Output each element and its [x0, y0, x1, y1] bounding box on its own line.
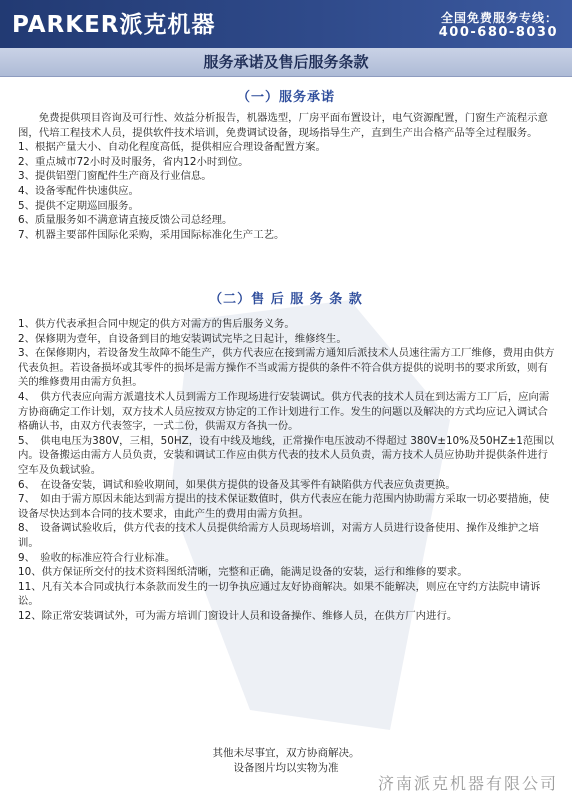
promise-intro: 免费提供项目咨询及可行性、效益分析报告，机器选型，厂房平面布置设计，电气资源配置，门窗生产流程示意图，代培工程技术人员，提供软件技术培训，免费调试设备，现场指导生产，直到生产出合格产品等全过程服务。: [18, 112, 548, 139]
terms-item: 3、在保修期内，若设备发生故障不能生产，供方代表应在接到需方通知后派技术人员速往需方工厂维修，费用由供方代表负担。若设备损坏或其零件的损坏是需方操作不当或需方提供的条件不符合供方提供的说明书的要求所致，则有关的维修费用由需方负担。: [18, 347, 555, 389]
terms-item: 6、 在设备安装，调试和验收期间，如果供方提供的设备及其零件有缺陷供方代表应负责更换。: [18, 478, 456, 491]
promise-item: 2、重点城市72小时及时服务，省内12小时到位。: [18, 155, 249, 168]
title-bar: [0, 48, 572, 77]
promise-item: 5、提供不定期巡回服务。: [18, 199, 139, 212]
promise-item: 6、质量服务如不满意请直接反馈公司总经理。: [18, 214, 233, 227]
section-after-sales: [0, 288, 572, 623]
terms-item: 10、供方保证所交付的技术资料图纸清晰，完整和正确，能满足设备的安装，运行和维修的要求。: [18, 566, 468, 579]
company-name: 济南派克机器有限公司: [377, 774, 558, 793]
terms-item: 5、 供电电压为380V，三相，50HZ，设有中线及地线，正常操作电压波动不得超过 380V±10%及50HZ±1范围以内。设备搬运由需方人员负责，安装和调试工作应由供方代表的技术人员负责，需方技术人员应协助并提供条件进行空车及负载试验。: [18, 434, 555, 476]
promise-item: 3、提供铝塑门窗配件生产商及行业信息。: [18, 170, 212, 183]
page-title: 服务承诺及售后服务条款: [203, 53, 369, 71]
promise-item: 1、根据产量大小、自动化程度高低，提供相应合理设备配置方案。: [18, 141, 326, 154]
header-banner: [0, 0, 572, 48]
terms-item: 11、凡有关本合同或执行本条款而发生的一切争执应通过友好协商解决。如果不能解决，则应在守约方法院申请诉讼。: [18, 580, 541, 608]
promise-item: 7、机器主要部件国际化采购，采用国际标准化生产工艺。: [18, 228, 285, 241]
closing-line: 其他未尽事宜，双方协商解决。: [212, 747, 360, 759]
section-heading-1: （一）服务承诺: [236, 90, 335, 105]
terms-item: 1、供方代表承担合同中规定的供方对需方的售后服务义务。: [18, 318, 295, 330]
terms-item: 2、保修期为壹年，自设备到目的地安装调试完毕之日起计，维修终生。: [18, 332, 347, 345]
hotline-number: 400-680-8030: [438, 25, 558, 40]
brand-logo: PARKER派克机器: [12, 12, 216, 38]
terms-item: 7、 如由于需方原因未能达到需方提出的技术保证数值时，供方代表应在能力范围内协助需方采取一切必要措施，使设备尽快达到本合同的技术要求，由此产生的费用由需方负担。: [18, 493, 550, 520]
terms-item: 12、除正常安装调试外，可为需方培训门窗设计人员和设备操作、维修人员，在供方厂内进行。: [18, 609, 458, 622]
terms-item: 8、 设备调试验收后，供方代表的技术人员提供给需方人员现场培训，对需方人员进行设备使用、操作及维护之培训。: [18, 522, 539, 549]
closing-line: 设备图片均以实物为准: [233, 762, 339, 774]
promise-item: 4、设备零配件快速供应。: [18, 184, 139, 197]
section-service-promise: [0, 86, 572, 242]
terms-item: 9、 验收的标准应符合行业标准。: [18, 551, 176, 564]
section-heading-2: （二）售 后 服 务 条 款: [209, 292, 363, 307]
hotline-label: 全国免费服务专线：: [440, 11, 558, 25]
terms-item: 4、 供方代表应向需方派遣技术人员到需方工作现场进行安装调试。供方代表的技术人员在到达需方工厂后，应向需方协商确定工作计划，双方技术人员应按双方协定的工作计划进行工作。发生的问题以及解决的方式均应记入调试合格确认书，由双方代表签字，一式二份，供需双方各执一份。: [18, 390, 550, 433]
